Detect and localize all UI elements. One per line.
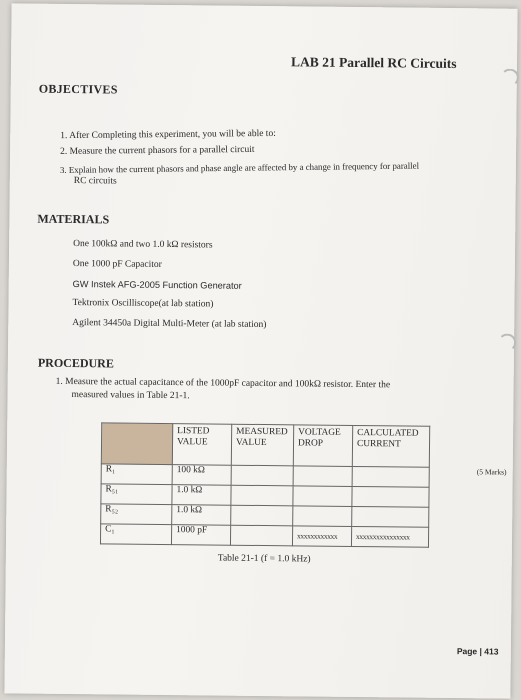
measured-value-cell[interactable] <box>231 465 293 486</box>
procedure-heading: PROCEDURE <box>37 355 114 371</box>
table-header-cell <box>101 423 172 465</box>
document-page <box>4 3 517 698</box>
objective-item: 1. After Completing this experiment, you will be able to: <box>60 128 276 142</box>
page-number: Page | 413 <box>456 646 499 657</box>
materials-heading: MATERIALS <box>37 211 110 227</box>
material-item: Tektronix Oscilliscope(at lab station) <box>72 298 214 310</box>
material-item: One 100kΩ and two 1.0 kΩ resistors <box>73 239 213 251</box>
objective-item: 3. Explain how the current phasors and phase angle are affected by a change in frequency for parallel <box>59 160 420 175</box>
measured-value-cell[interactable] <box>230 525 292 546</box>
material-item: One 1000 pF Capacitor <box>72 259 162 270</box>
material-item: GW Instek AFG-2005 Function Generator <box>72 279 242 291</box>
voltage-drop-cell[interactable] <box>293 486 352 507</box>
marks-note: (5 Marks) <box>476 467 507 477</box>
component-cell: R₅₁ <box>101 484 172 505</box>
component-cell: C₁ <box>100 524 171 545</box>
table-header-cell: MEASURED VALUE <box>231 424 293 466</box>
binder-ring-icon <box>498 333 516 351</box>
procedure-step-1-cont: measured values in Table 21-1. <box>71 390 190 402</box>
table-header-cell: LISTED VALUE <box>172 424 231 466</box>
procedure-step-1: 1. Measure the actual capacitance of the 1000pF capacitor and 100kΩ resistor. Enter the <box>55 376 391 391</box>
listed-value-cell: 1000 pF <box>171 525 230 546</box>
table-header-cell: CALCULATED CURRENT <box>352 425 429 467</box>
listed-value-cell: 1.0 kΩ <box>172 505 231 526</box>
objective-item: 2. Measure the current phasors for a parallel circuit <box>60 144 255 157</box>
table-caption: Table 21-1 (f = 1.0 kHz) <box>217 553 311 565</box>
table-header-row <box>101 423 429 467</box>
objective-item: RC circuits <box>73 176 117 187</box>
calculated-current-cell: xxxxxxxxxxxxxxxx <box>351 526 428 547</box>
calculated-current-cell[interactable] <box>352 466 429 487</box>
material-item: Agilent 34450a Digital Multi-Meter (at lab station) <box>72 318 267 331</box>
component-cell: R₅₂ <box>101 504 172 525</box>
listed-value-cell: 1.0 kΩ <box>172 485 231 506</box>
voltage-drop-cell[interactable] <box>293 506 352 527</box>
measured-value-cell[interactable] <box>231 485 293 506</box>
table-row <box>100 524 428 547</box>
data-table <box>100 422 430 547</box>
voltage-drop-cell: xxxxxxxxxxxx <box>292 526 351 547</box>
component-cell: R₁ <box>101 464 172 485</box>
voltage-drop-cell[interactable] <box>293 466 352 487</box>
measured-value-cell[interactable] <box>231 505 293 526</box>
listed-value-cell: 100 kΩ <box>172 465 231 486</box>
lab-title: LAB 21 Parallel RC Circuits <box>290 54 457 72</box>
objectives-heading: OBJECTIVES <box>38 81 118 97</box>
table-header-cell: VOLTAGE DROP <box>293 425 352 467</box>
binder-ring-icon <box>501 68 519 86</box>
calculated-current-cell[interactable] <box>352 486 429 507</box>
calculated-current-cell[interactable] <box>352 506 429 527</box>
